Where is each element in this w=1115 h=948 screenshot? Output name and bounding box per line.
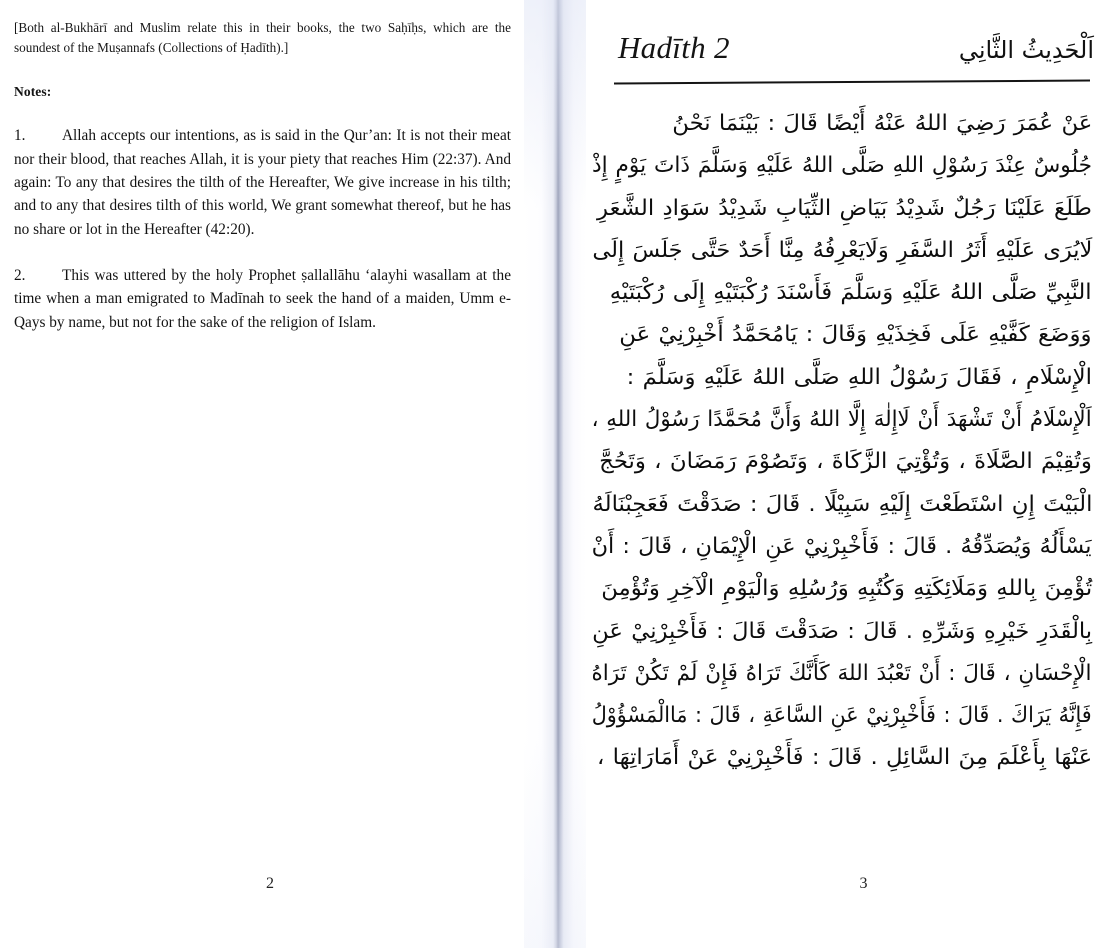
arabic-line-text: لَايُرَى عَلَيْهِ أَثَرُ السَّفَرِ وَلَايَعْرِفُهُ مِنَّا أَحَدٌ حَتَّى جَلَسَ إِلَى bbox=[592, 237, 1092, 263]
arabic-line-text: جُلُوسٌ عِنْدَ رَسُوْلِ اللهِ صَلَّى اللهُ عَلَيْهِ وَسَلَّمَ ذَاتَ يَوْمٍ إِذْ bbox=[592, 153, 1092, 179]
arabic-line-text: عَنْ عُمَرَ رَضِيَ اللهُ عَنْهُ أَيْضًا قَالَ : بَيْنَمَا نَحْنُ bbox=[671, 111, 1092, 136]
arabic-line-text: عَنْهَا بِأَعْلَمَ مِنَ السَّائِلِ . قَالَ : فَأَخْبِرْنِيْ عَنْ أَمَارَاتِهَا ، bbox=[596, 745, 1092, 771]
arabic-line bbox=[606, 357, 1092, 399]
bracket-source-note: [Both al-Bukhārī and Muslim relate this in their books, the two Saḥīḥs, which are the soundest of the Muṣannafs (Collections of Ḥadīth).] bbox=[14, 20, 511, 56]
chapter-heading-arabic: اَلْحَدِيثُ الثَّانِي bbox=[958, 36, 1094, 64]
arabic-line bbox=[592, 230, 1092, 272]
arabic-line-text: الْإِحْسَانِ ، قَالَ : أَنْ تَعْبُدَ اللهَ كَأَنَّكَ تَرَاهُ فَإِنْ لَمْ تَكُنْ تَرَاهُ bbox=[592, 660, 1092, 686]
arabic-line-text: بِالْقَدَرِ خَيْرِهِ وَشَرِّهِ . قَالَ : صَدَقْتَ قَالَ : فَأَخْبِرْنِيْ عَنِ bbox=[592, 618, 1092, 644]
note-item bbox=[14, 264, 511, 334]
book-gutter bbox=[524, 0, 586, 948]
notes-heading: Notes: bbox=[14, 84, 52, 100]
arabic-line bbox=[606, 314, 1092, 356]
arabic-line-text: النَّبِيِّ صَلَّى اللهُ عَلَيْهِ وَسَلَّمَ فَأَسْنَدَ رُكْبَتَيْهِ إِلَى رُكْبَتَيْهِ bbox=[610, 280, 1092, 306]
arabic-line bbox=[592, 526, 1092, 568]
page-number-right: 3 bbox=[859, 875, 868, 892]
arabic-line bbox=[592, 611, 1092, 653]
arabic-line-text: تُؤْمِنَ بِاللهِ وَمَلَائِكَتِهِ وَكُتُبِهِ وَرُسُلِهِ وَالْيَوْمِ الْآخِرِ وَتُؤْمِنَ bbox=[600, 576, 1092, 602]
arabic-line-text: يَسْأَلُهُ وَيُصَدِّقُهُ . قَالَ : فَأَخْبِرْنِيْ عَنِ الْإِيْمَانِ ، قَالَ : أَنْ bbox=[592, 533, 1092, 559]
arabic-line-text: طَلَعَ عَلَيْنَا رَجُلٌ شَدِيْدُ بَيَاضِ الثِّيَابِ شَدِيْدُ سَوَادِ الشَّعَرِ bbox=[597, 195, 1092, 221]
arabic-line bbox=[596, 737, 1092, 779]
left-page-content bbox=[14, 18, 511, 357]
gutter-sheen bbox=[524, 0, 586, 948]
right-page bbox=[586, 0, 1115, 948]
arabic-line-text: وَوَضَعَ كَفَّيْهِ عَلَى فَخِذَيْهِ وَقَالَ : يَامُحَمَّدُ أَخْبِرْنِيْ عَنِ bbox=[619, 322, 1092, 348]
arabic-line bbox=[600, 568, 1092, 610]
arabic-line bbox=[606, 272, 1092, 314]
chapter-heading-english: Hadīth 2 bbox=[618, 30, 730, 65]
note-number: 2. bbox=[14, 267, 26, 285]
chapter-heading bbox=[600, 30, 1100, 78]
arabic-line bbox=[597, 188, 1092, 230]
arabic-line bbox=[592, 695, 1092, 737]
arabic-line bbox=[592, 399, 1092, 441]
arabic-hadith-text bbox=[592, 103, 1100, 780]
arabic-line bbox=[592, 145, 1092, 187]
arabic-line bbox=[606, 103, 1092, 145]
arabic-line bbox=[599, 441, 1092, 483]
arabic-line-text: فَإِنَّهُ يَرَاكَ . قَالَ : فَأَخْبِرْنِيْ عَنِ السَّاعَةِ ، قَالَ : مَاالْمَسْؤُوْلُ bbox=[592, 703, 1092, 729]
page-number-left: 2 bbox=[266, 875, 274, 892]
arabic-line-text: الْإِسْلَامِ ، فَقَالَ رَسُوْلُ اللهِ صَلَّى اللهُ عَلَيْهِ وَسَلَّمَ : bbox=[626, 364, 1092, 390]
note-item bbox=[14, 124, 511, 241]
arabic-line-text: الْبَيْتَ إِنِ اسْتَطَعْتَ إِلَيْهِ سَبِيْلًا . قَالَ : صَدَقْتَ فَعَجِبْنَالَهُ bbox=[592, 491, 1092, 517]
left-page bbox=[0, 0, 524, 948]
arabic-line bbox=[592, 484, 1092, 526]
chapter-heading-rule bbox=[614, 80, 1090, 85]
arabic-line bbox=[592, 653, 1092, 695]
note-number: 1. bbox=[14, 127, 26, 145]
arabic-line-text: اَلْإِسْلَامُ أَنْ تَشْهَدَ أَنْ لَاإِلٰهَ إِلَّا اللهُ وَأَنَّ مُحَمَّدًا رَسُوْلُ اللهِ ، bbox=[592, 407, 1092, 433]
right-page-content bbox=[592, 30, 1100, 780]
note-text: This was uttered by the holy Prophet ṣallallāhu ‘alayhi wasallam at the time when a man emigrated to Madīnah to seek the hand of a maiden, Umm e-Qays by name, but not for the sake of the religion of Islam. bbox=[14, 267, 511, 331]
arabic-line-text: وَتُقِيْمَ الصَّلَاةَ ، وَتُؤْتِيَ الزَّكَاةَ ، وَتَصُوْمَ رَمَضَانَ ، وَتَحُجَّ bbox=[599, 449, 1092, 475]
note-text: Allah accepts our intentions, as is said in the Qur’an: It is not their meat nor their blood, that reaches Allah, it is your piety that reaches Him (22:37). And again: To any that desires the tilth of the Hereafter, We give increase in his tilth; and to any that desires tilth of this world, We grant somewhat thereof, but he has no share or lot in the Hereafter (42:20). bbox=[14, 127, 511, 238]
